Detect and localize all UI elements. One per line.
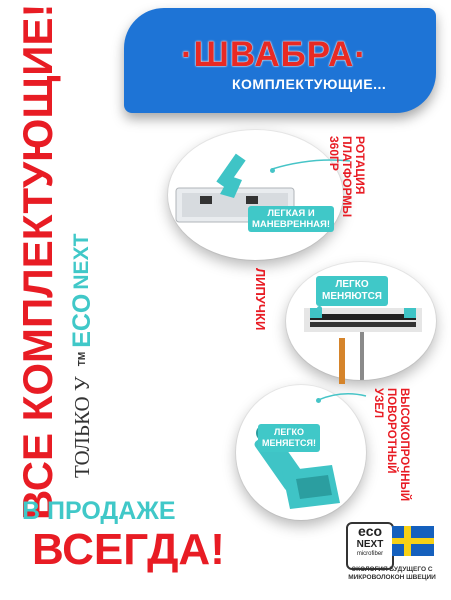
easy-replace-badge: ЛЕГКО МЕНЯЕТСЯ! (258, 424, 320, 452)
light-maneuverable-badge: ЛЕГКАЯ И МАНЕВРЕННАЯ! (248, 206, 334, 232)
banner-subtitle: КОМПЛЕКТУЮЩИЕ... (232, 76, 387, 92)
brand-tm: ТМ (76, 351, 88, 367)
only-at-text: ТОЛЬКО У (69, 376, 94, 478)
all-parts-heading: ВСЕ КОМПЛЕКТУЮЩИЕ! (14, 3, 61, 520)
logo-micro: microfiber (356, 551, 384, 557)
logo-eco: eco (357, 523, 383, 539)
brand-next: NEXT (70, 233, 93, 290)
logo-tagline: ЭКОЛОГИЯ БУДУЩЕГО С МИКРОВОЛОКОН ШВЕЦИИ (348, 566, 436, 581)
easy-change-badge: ЛЕГКО МЕНЯЮТСЯ (316, 276, 388, 306)
title-banner (124, 8, 436, 113)
sweden-flag-icon (392, 526, 434, 556)
in-sale-text: В ПРОДАЖЕ (22, 497, 176, 525)
feature-rotation-label: РОТАЦИЯ ПЛАТФОРМЫ 360ГР (327, 136, 367, 218)
connector-line-3 (318, 390, 368, 414)
banner-title: ·ШВАБРА· (181, 35, 367, 74)
brand-eco: ECO (67, 293, 96, 348)
only-at-brand (64, 234, 100, 478)
always-text: ВСЕГДА! (32, 525, 225, 574)
feature-velcro-label: ЛИПУЧКИ (253, 268, 268, 331)
logo-next: NEXT (356, 539, 384, 550)
mop-platform-image (168, 130, 343, 260)
platform-rotation-photo (168, 130, 343, 260)
mop-handle (332, 338, 352, 384)
feature-joint-label: ВЫСОКОПРОЧНЫЙ ПОВОРОТНЫЙ УЗЕЛ (372, 388, 410, 502)
econext-logo (346, 522, 394, 570)
